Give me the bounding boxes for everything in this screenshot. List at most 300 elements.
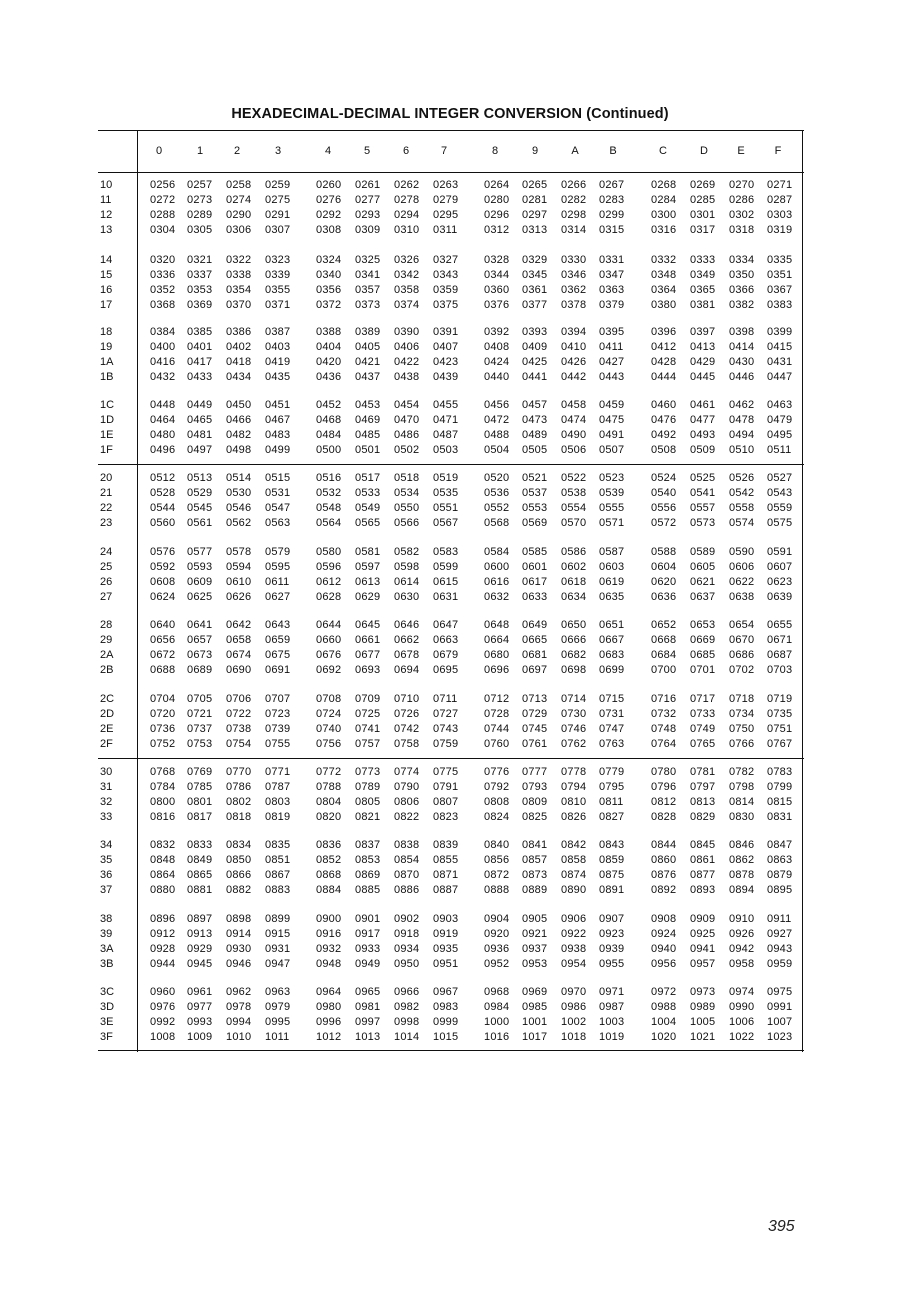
table-cell: 0755: [265, 738, 291, 750]
table-cell: 0470: [394, 414, 420, 426]
column-header: C: [659, 145, 667, 157]
table-cell: 0402: [226, 341, 252, 353]
table-cell: 0373: [355, 299, 381, 311]
table-cell: 0890: [561, 884, 587, 896]
table-row: [0, 591, 919, 606]
row-label: 3C: [100, 986, 115, 998]
table-cell: 0586: [561, 546, 587, 558]
table-cell: 0670: [729, 634, 755, 646]
table-cell: 0989: [690, 1001, 716, 1013]
table-cell: 0877: [690, 869, 716, 881]
table-cell: 0988: [651, 1001, 677, 1013]
table-row: [0, 517, 919, 532]
table-cell: 0619: [599, 576, 625, 588]
table-cell: 0434: [226, 371, 252, 383]
table-cell: 0292: [316, 209, 342, 221]
table-cell: 0324: [316, 254, 342, 266]
table-cell: 0311: [433, 224, 458, 236]
table-cell: 0727: [433, 708, 459, 720]
table-cell: 0780: [651, 766, 677, 778]
row-label: 19: [100, 341, 113, 353]
table-cell: 0270: [729, 179, 755, 191]
table-cell: 0290: [226, 209, 252, 221]
table-cell: 0445: [690, 371, 716, 383]
table-cell: 0999: [433, 1016, 459, 1028]
table-cell: 0895: [767, 884, 793, 896]
table-cell: 0678: [394, 649, 420, 661]
table-row: [0, 913, 919, 928]
table-row: [0, 269, 919, 284]
table-cell: 0314: [561, 224, 587, 236]
table-cell: 0437: [355, 371, 381, 383]
table-row: [0, 472, 919, 487]
table-cell: 0587: [599, 546, 625, 558]
table-cell: 0487: [433, 429, 459, 441]
table-cell: 1002: [561, 1016, 587, 1028]
table-cell: 0623: [767, 576, 793, 588]
table-cell: 0865: [187, 869, 213, 881]
table-cell: 0348: [651, 269, 677, 281]
table-cell: 0973: [690, 986, 716, 998]
table-cell: 0618: [561, 576, 587, 588]
table-cell: 0843: [599, 839, 625, 851]
table-cell: 0315: [599, 224, 625, 236]
table-cell: 0689: [187, 664, 213, 676]
table-cell: 0375: [433, 299, 459, 311]
table-cell: 0614: [394, 576, 420, 588]
table-cell: 0829: [690, 811, 716, 823]
table-row: [0, 649, 919, 664]
table-cell: 0505: [522, 444, 548, 456]
table-cell: 0648: [484, 619, 510, 631]
table-cell: 0544: [150, 502, 176, 514]
table-cell: 0636: [651, 591, 677, 603]
table-cell: 0806: [394, 796, 420, 808]
table-cell: 0298: [561, 209, 587, 221]
table-cell: 0817: [187, 811, 213, 823]
table-cell: 0664: [484, 634, 510, 646]
column-header: 4: [324, 145, 332, 157]
table-cell: 0339: [265, 269, 291, 281]
table-cell: 0604: [651, 561, 677, 573]
row-label: 10: [100, 179, 113, 191]
table-cell: 0380: [651, 299, 677, 311]
table-cell: 0916: [316, 928, 342, 940]
table-cell: 0591: [767, 546, 793, 558]
table-cell: 0562: [226, 517, 252, 529]
table-cell: 0824: [484, 811, 510, 823]
table-cell: 0958: [729, 958, 755, 970]
table-cell: 0821: [355, 811, 381, 823]
table-cell: 0905: [522, 913, 548, 925]
table-cell: 0756: [316, 738, 342, 750]
table-row: [0, 738, 919, 753]
table-cell: 0827: [599, 811, 625, 823]
table-cell: 0803: [265, 796, 291, 808]
table-cell: 0906: [561, 913, 587, 925]
table-cell: 0581: [355, 546, 381, 558]
table-cell: 0665: [522, 634, 548, 646]
table-cell: 0794: [561, 781, 587, 793]
table-cell: 0561: [187, 517, 213, 529]
table-cell: 0281: [522, 194, 548, 206]
table-cell: 0820: [316, 811, 342, 823]
table-cell: 0376: [484, 299, 510, 311]
table-row: [0, 487, 919, 502]
table-cell: 0466: [226, 414, 252, 426]
table-row: [0, 299, 919, 314]
table-cell: 0995: [265, 1016, 291, 1028]
table-cell: 0796: [651, 781, 677, 793]
table-cell: 0463: [767, 399, 793, 411]
table-cell: 0262: [394, 179, 420, 191]
table-cell: 0522: [561, 472, 587, 484]
table-cell: 0810: [561, 796, 587, 808]
table-cell: 0467: [265, 414, 291, 426]
table-cell: 0757: [355, 738, 381, 750]
table-cell: 0635: [599, 591, 625, 603]
table-cell: 0659: [265, 634, 291, 646]
table-cell: 0352: [150, 284, 176, 296]
table-cell: 0366: [729, 284, 755, 296]
table-cell: 0462: [729, 399, 755, 411]
table-cell: 0453: [355, 399, 381, 411]
table-cell: 0471: [433, 414, 459, 426]
table-cell: 0509: [690, 444, 716, 456]
table-cell: 0964: [316, 986, 342, 998]
table-cell: 1022: [729, 1031, 755, 1043]
table-cell: 0971: [599, 986, 625, 998]
table-cell: 0448: [150, 399, 176, 411]
table-cell: 0940: [651, 943, 677, 955]
table-cell: 1016: [484, 1031, 510, 1043]
table-cell: 0699: [599, 664, 625, 676]
table-cell: 0873: [522, 869, 548, 881]
table-cell: 0343: [433, 269, 459, 281]
table-cell: 0472: [484, 414, 510, 426]
table-cell: 0818: [226, 811, 252, 823]
table-cell: 0838: [394, 839, 420, 851]
table-cell: 0644: [316, 619, 342, 631]
table-cell: 0889: [522, 884, 548, 896]
table-cell: 0871: [433, 869, 459, 881]
table-cell: 0574: [729, 517, 755, 529]
table-cell: 0451: [265, 399, 291, 411]
table-cell: 0922: [561, 928, 587, 940]
table-cell: 0938: [561, 943, 587, 955]
table-cell: 0770: [226, 766, 252, 778]
table-cell: 0531: [265, 487, 291, 499]
table-cell: 0658: [226, 634, 252, 646]
table-cell: 0494: [729, 429, 755, 441]
table-cell: 0490: [561, 429, 587, 441]
table-row: [0, 943, 919, 958]
table-cell: 0801: [187, 796, 213, 808]
table-cell: 0714: [561, 693, 587, 705]
table-cell: 0839: [433, 839, 459, 851]
table-cell: 0774: [394, 766, 420, 778]
table-cell: 0750: [729, 723, 755, 735]
table-cell: 0976: [150, 1001, 176, 1013]
table-cell: 0846: [729, 839, 755, 851]
table-cell: 0884: [316, 884, 342, 896]
table-cell: 0300: [651, 209, 677, 221]
table-cell: 0335: [767, 254, 793, 266]
table-cell: 0284: [651, 194, 677, 206]
table-cell: 0700: [651, 664, 677, 676]
table-cell: 0258: [226, 179, 252, 191]
table-cell: 0725: [355, 708, 381, 720]
table-cell: 0323: [265, 254, 291, 266]
table-cell: 0392: [484, 326, 510, 338]
table-cell: 0338: [226, 269, 252, 281]
page-number: 395: [768, 1218, 795, 1235]
table-cell: 0879: [767, 869, 793, 881]
table-cell: 0911: [767, 913, 792, 925]
table-cell: 0525: [690, 472, 716, 484]
table-cell: 0285: [690, 194, 716, 206]
table-cell: 0269: [690, 179, 716, 191]
table-cell: 0572: [651, 517, 677, 529]
table-cell: 0769: [187, 766, 213, 778]
table-cell: 0532: [316, 487, 342, 499]
table-cell: 0593: [187, 561, 213, 573]
table-cell: 0751: [767, 723, 793, 735]
table-cell: 0526: [729, 472, 755, 484]
table-cell: 0747: [599, 723, 625, 735]
table-cell: 0602: [561, 561, 587, 573]
table-cell: 0334: [729, 254, 755, 266]
table-cell: 0514: [226, 472, 252, 484]
table-cell: 0502: [394, 444, 420, 456]
table-cell: 0443: [599, 371, 625, 383]
table-cell: 0882: [226, 884, 252, 896]
table-cell: 0575: [767, 517, 793, 529]
table-cell: 0500: [316, 444, 342, 456]
table-cell: 0872: [484, 869, 510, 881]
table-cell: 0870: [394, 869, 420, 881]
table-cell: 0588: [651, 546, 677, 558]
table-cell: 0863: [767, 854, 793, 866]
table-cell: 0782: [729, 766, 755, 778]
table-cell: 0576: [150, 546, 176, 558]
table-cell: 0694: [394, 664, 420, 676]
table-cell: 0401: [187, 341, 213, 353]
table-cell: 0454: [394, 399, 420, 411]
table-cell: 0868: [316, 869, 342, 881]
table-cell: 0341: [355, 269, 381, 281]
table-cell: 0409: [522, 341, 548, 353]
row-label: 1E: [100, 429, 114, 441]
table-cell: 0584: [484, 546, 510, 558]
table-cell: 0825: [522, 811, 548, 823]
table-cell: 0498: [226, 444, 252, 456]
table-cell: 0556: [651, 502, 677, 514]
table-cell: 0739: [265, 723, 291, 735]
table-cell: 0852: [316, 854, 342, 866]
table-cell: 0918: [394, 928, 420, 940]
table-cell: 0313: [522, 224, 548, 236]
table-cell: 0363: [599, 284, 625, 296]
table-cell: 0663: [433, 634, 459, 646]
table-cell: 0680: [484, 649, 510, 661]
table-cell: 0390: [394, 326, 420, 338]
row-label: 29: [100, 634, 113, 646]
table-cell: 0927: [767, 928, 793, 940]
table-cell: 0527: [767, 472, 793, 484]
table-cell: 0530: [226, 487, 252, 499]
table-cell: 0928: [150, 943, 176, 955]
table-cell: 0987: [599, 1001, 625, 1013]
table-cell: 0590: [729, 546, 755, 558]
table-cell: 0317: [690, 224, 716, 236]
table-cell: 0816: [150, 811, 176, 823]
table-cell: 0926: [729, 928, 755, 940]
table-cell: 0862: [729, 854, 755, 866]
table-cell: 0673: [187, 649, 213, 661]
table-cell: 0303: [767, 209, 793, 221]
table-cell: 0719: [767, 693, 793, 705]
table-cell: 0578: [226, 546, 252, 558]
table-cell: 0397: [690, 326, 716, 338]
table-cell: 0834: [226, 839, 252, 851]
table-cell: 1012: [316, 1031, 342, 1043]
table-cell: 0785: [187, 781, 213, 793]
table-cell: 0331: [599, 254, 625, 266]
row-label: 2C: [100, 693, 115, 705]
table-cell: 0256: [150, 179, 176, 191]
table-cell: 0418: [226, 356, 252, 368]
column-header: A: [571, 145, 579, 157]
table-cell: 0643: [265, 619, 291, 631]
table-cell: 0497: [187, 444, 213, 456]
table-cell: 0953: [522, 958, 548, 970]
table-cell: 0997: [355, 1016, 381, 1028]
table-cell: 0985: [522, 1001, 548, 1013]
table-row: [0, 399, 919, 414]
table-cell: 0347: [599, 269, 625, 281]
table-cell: 0353: [187, 284, 213, 296]
table-cell: 0479: [767, 414, 793, 426]
table-cell: 0597: [355, 561, 381, 573]
table-cell: 0386: [226, 326, 252, 338]
row-label: 21: [100, 487, 113, 499]
table-row: [0, 209, 919, 224]
table-cell: 0543: [767, 487, 793, 499]
table-cell: 0520: [484, 472, 510, 484]
table-cell: 0573: [690, 517, 716, 529]
table-row: [0, 502, 919, 517]
table-cell: 0730: [561, 708, 587, 720]
table-cell: 0356: [316, 284, 342, 296]
table-cell: 0442: [561, 371, 587, 383]
table-cell: 0981: [355, 1001, 381, 1013]
table-cell: 0484: [316, 429, 342, 441]
table-cell: 0307: [265, 224, 291, 236]
table-cell: 0969: [522, 986, 548, 998]
table-cell: 1006: [729, 1016, 755, 1028]
table-cell: 0956: [651, 958, 677, 970]
table-cell: 0337: [187, 269, 213, 281]
table-cell: 0779: [599, 766, 625, 778]
table-cell: 0579: [265, 546, 291, 558]
table-cell: 0966: [394, 986, 420, 998]
table-cell: 0891: [599, 884, 625, 896]
table-row: [0, 766, 919, 781]
table-cell: 0760: [484, 738, 510, 750]
table-cell: 0275: [265, 194, 291, 206]
table-cell: 0325: [355, 254, 381, 266]
table-cell: 0596: [316, 561, 342, 573]
table-cell: 0326: [394, 254, 420, 266]
table-cell: 0516: [316, 472, 342, 484]
table-cell: 0377: [522, 299, 548, 311]
table-cell: 0641: [187, 619, 213, 631]
table-cell: 0493: [690, 429, 716, 441]
table-cell: 0640: [150, 619, 176, 631]
table-cell: 0508: [651, 444, 677, 456]
table-cell: 0557: [690, 502, 716, 514]
table-cell: 0900: [316, 913, 342, 925]
row-label: 2B: [100, 664, 114, 676]
table-row: [0, 839, 919, 854]
table-cell: 0639: [767, 591, 793, 603]
table-cell: 0582: [394, 546, 420, 558]
table-cell: 0649: [522, 619, 548, 631]
table-cell: 0691: [265, 664, 291, 676]
table-cell: 0994: [226, 1016, 252, 1028]
table-cell: 0336: [150, 269, 176, 281]
table-cell: 0372: [316, 299, 342, 311]
table-cell: 0784: [150, 781, 176, 793]
table-cell: 0460: [651, 399, 677, 411]
table-cell: 0632: [484, 591, 510, 603]
table-cell: 0622: [729, 576, 755, 588]
table-cell: 0743: [433, 723, 459, 735]
row-label: 27: [100, 591, 113, 603]
table-cell: 0279: [433, 194, 459, 206]
table-cell: 0495: [767, 429, 793, 441]
table-cell: 1004: [651, 1016, 677, 1028]
table-cell: 1005: [690, 1016, 716, 1028]
table-row: [0, 429, 919, 444]
table-cell: 0960: [150, 986, 176, 998]
row-label: 17: [100, 299, 113, 311]
table-cell: 0547: [265, 502, 291, 514]
row-label: 20: [100, 472, 113, 484]
table-cell: 0603: [599, 561, 625, 573]
table-cell: 0992: [150, 1016, 176, 1028]
table-cell: 0856: [484, 854, 510, 866]
table-cell: 0605: [690, 561, 716, 573]
column-header: 0: [155, 145, 163, 157]
table-cell: 0308: [316, 224, 342, 236]
table-row: [0, 576, 919, 591]
table-cell: 0523: [599, 472, 625, 484]
table-cell: 0328: [484, 254, 510, 266]
table-row: [0, 1031, 919, 1046]
table-cell: 0949: [355, 958, 381, 970]
table-cell: 0630: [394, 591, 420, 603]
table-cell: 0811: [599, 796, 624, 808]
table-cell: 0720: [150, 708, 176, 720]
table-bottom-border: [98, 1050, 804, 1051]
table-cell: 0480: [150, 429, 176, 441]
table-cell: 0350: [729, 269, 755, 281]
table-cell: 0288: [150, 209, 176, 221]
table-cell: 0662: [394, 634, 420, 646]
table-cell: 0560: [150, 517, 176, 529]
